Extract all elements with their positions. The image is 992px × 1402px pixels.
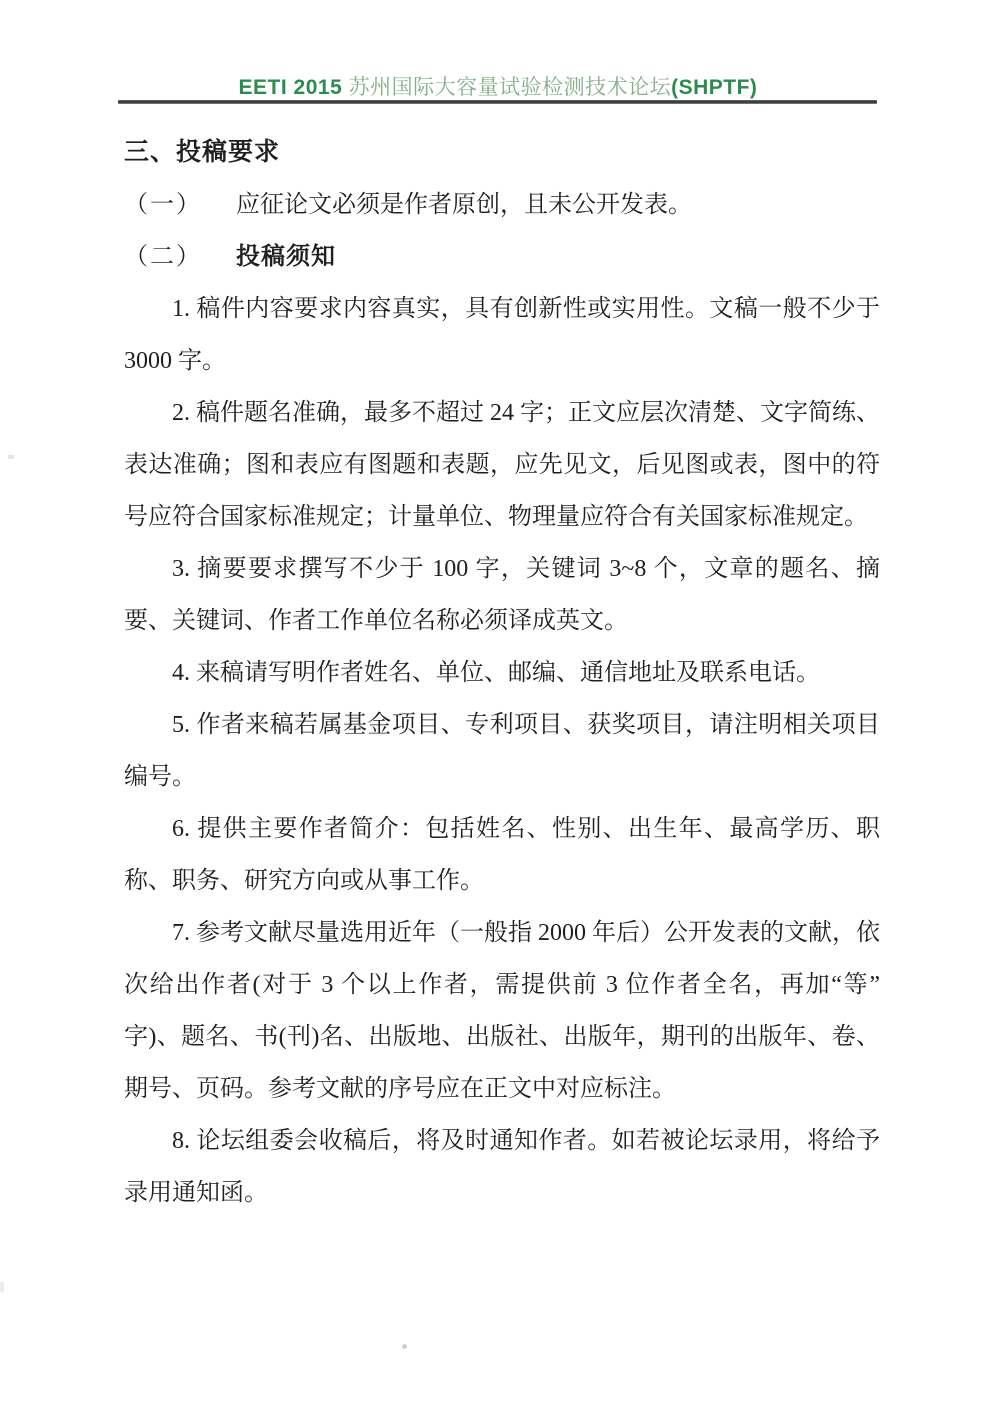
header-forum-name: 苏州国际大容量试验检测技术论坛 [348,75,672,99]
scan-artifact [0,1282,4,1292]
note-item-2: 2. 稿件题名准确，最多不超过 24 字；正文应层次清楚、文字简练、表达准确；图和表应有图题和表题，应先见文，后见图或表，图中的符号应符合国家标准规定；计量单位、物理量应符合有关国家标准规定。 [124,400,880,530]
note-item-4: 4. 来稿请写明作者姓名、单位、邮编、通信地址及联系电话。 [172,660,820,686]
note-item-5: 5. 作者来稿若属基金项目、专利项目、获奖项目，请注明相关项目编号。 [124,712,880,790]
page-header [118,74,878,101]
clause-two-label: （二） [124,244,202,270]
clause-one-label: （一） [124,192,202,218]
section-heading: 三、投稿要求 [124,139,281,166]
note-item-6: 6. 提供主要作者简介：包括姓名、性别、出生年、最高学历、职称、职务、研究方向或从事工作。 [124,816,880,894]
clause-one-text: 应征论文必须是作者原创，且未公开发表。 [236,192,692,218]
clause-two [124,231,880,283]
header-brand-prefix: EETI 2015 [238,76,349,99]
scan-artifact [402,1344,407,1349]
document-body [124,127,880,1219]
clause-one [124,179,880,231]
note-item-7: 7. 参考文献尽量选用近年（一般指 2000 年后）公开发表的文献，依次给出作者(对于 3 个以上作者，需提供前 3 位作者全名，再加“等”字)、题名、书(刊)名、出版地、出版社、出版年，期刊的出版年、卷、期号、页码。参考文献的序号应在正文中对应标注。 [124,920,880,1102]
clause-two-text: 投稿须知 [236,244,336,270]
note-item-1: 1. 稿件内容要求内容真实，具有创新性或实用性。文稿一般不少于 3000 字。 [124,296,880,374]
note-item-8: 8. 论坛组委会收稿后，将及时通知作者。如若被论坛录用，将给予录用通知函。 [124,1128,880,1206]
scan-artifact [8,455,14,459]
header-brand-suffix: (SHPTF) [671,76,758,99]
header-rule [118,100,877,104]
note-item-3: 3. 摘要要求撰写不少于 100 字，关键词 3~8 个，文章的题名、摘要、关键词、作者工作单位名称必须译成英文。 [124,556,880,634]
